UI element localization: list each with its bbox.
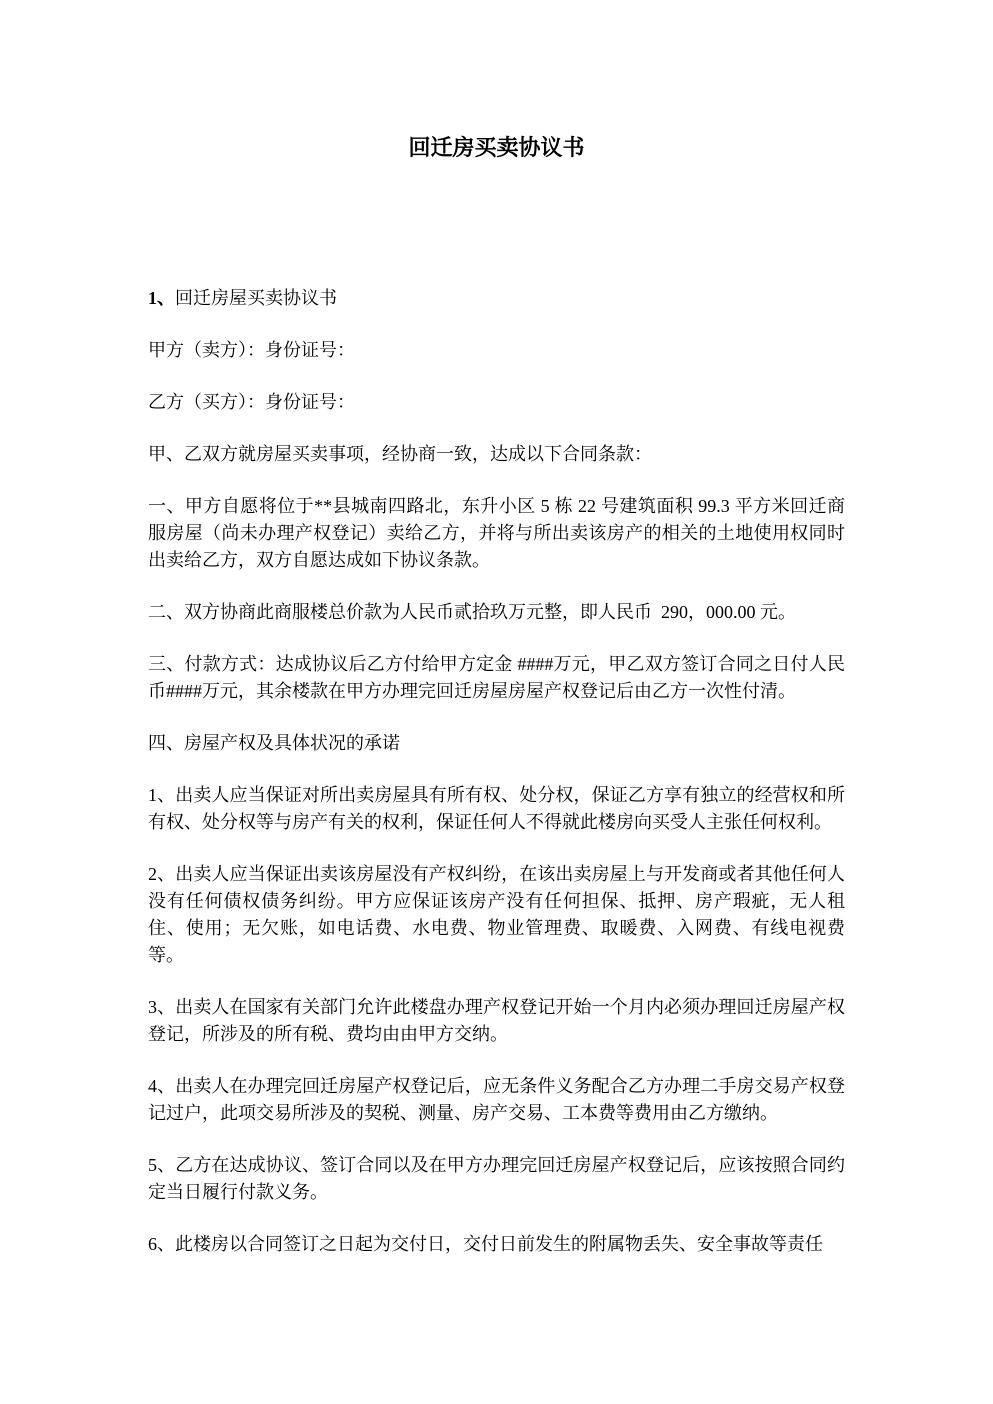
list-item-heading — [148, 285, 845, 312]
clause-1-paragraph: 一、甲方自愿将位于**县城南四路北，东升小区 5 栋 22 号建筑面积 99.3 平方米回迁商服房屋（尚未办理产权登记）卖给乙方，并将与所出卖该房产的相关的土地使用权同时出卖给乙方，双方自愿达成如下协议条款。 — [148, 496, 845, 570]
clause-4-item-5: 5、乙方在达成协议、签订合同以及在甲方办理完回迁房屋产权登记后，应该按照合同约定当日履行付款义务。 — [148, 1155, 845, 1202]
list-item-number: 1、 — [148, 288, 175, 308]
clause-4-item-6: 6、此楼房以合同签订之日起为交付日，交付日前发生的附属物丢失、安全事故等责任 — [148, 1234, 823, 1254]
clause-4-heading: 四、房屋产权及具体状况的承诺 — [148, 733, 400, 753]
clause-4-item-2: 2、出卖人应当保证出卖该房屋没有产权纠纷，在该出卖房屋上与开发商或者其他任何人没有任何债权债务纠纷。甲方应保证该房产没有任何担保、抵押、房产瑕疵，无人租住、使用；无欠账，如电话费、水电费、物业管理费、取暖费、入网费、有线电视费等。 — [148, 864, 845, 965]
party-a-line: 甲方（卖方）：身份证号： — [148, 340, 355, 360]
list-item-heading-text: 回迁房屋买卖协议书 — [175, 288, 337, 308]
clause-3-paragraph: 三、付款方式：达成协议后乙方付给甲方定金 ####万元，甲乙双方签订合同之日付人民币####万元，其余楼款在甲方办理完回迁房屋房屋产权登记后由乙方一次性付清。 — [148, 654, 845, 701]
clause-2-paragraph: 二、双方协商此商服楼总价款为人民币贰拾玖万元整，即人民币 290，000.00 元。 — [148, 602, 796, 622]
clause-4-item-1: 1、出卖人应当保证对所出卖房屋具有所有权、处分权，保证乙方享有独立的经营权和所有权、处分权等与房产有关的权利，保证任何人不得就此楼房向买受人主张任何权利。 — [148, 785, 845, 832]
clause-4-item-4: 4、出卖人在办理完回迁房屋产权登记后，应无条件义务配合乙方办理二手房交易产权登记过户，此项交易所涉及的契税、测量、房产交易、工本费等费用由乙方缴纳。 — [148, 1076, 845, 1123]
preamble-paragraph: 甲、乙双方就房屋买卖事项，经协商一致，达成以下合同条款： — [148, 444, 652, 464]
clause-4-item-3: 3、出卖人在国家有关部门允许此楼盘办理产权登记开始一个月内必须办理回迁房屋产权登记，所涉及的所有税、费均由由甲方交纳。 — [148, 997, 845, 1044]
party-b-line: 乙方（买方）：身份证号： — [148, 392, 355, 412]
document-title: 回迁房买卖协议书 — [408, 135, 585, 160]
